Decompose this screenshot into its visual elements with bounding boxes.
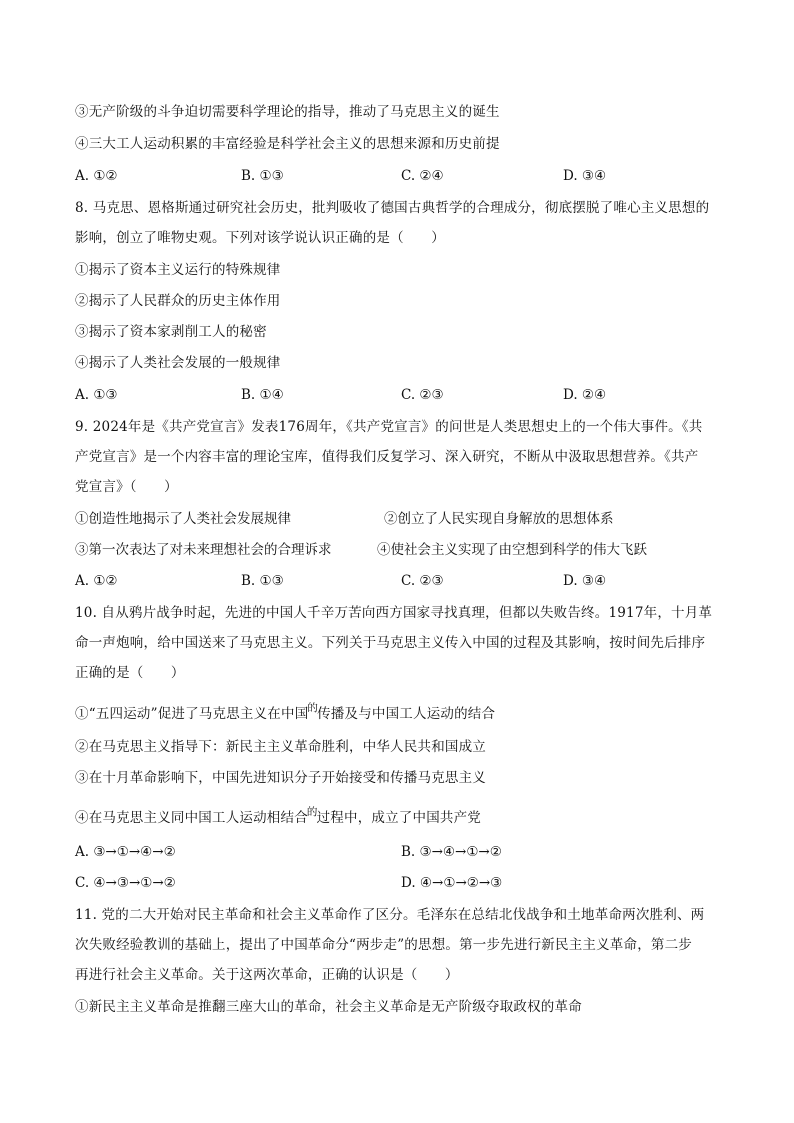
q10-item-4-text-a: ④在马克思主义同中国工人运动相结合 xyxy=(75,810,308,826)
q8-stem-line-2: 影响，创立了唯物史观。下列对该学说认识正确的是（ ） xyxy=(75,230,445,246)
q9-option-d[interactable]: D. ③④ xyxy=(563,573,607,589)
q8-stem-line-1: 8. 马克思、恩格斯通过研究社会历史，批判吸收了德国古典哲学的合理成分，彻底摆脱了唯心主义思想的 xyxy=(75,200,710,216)
q8-options xyxy=(75,385,735,405)
q10-item-1-text-b: 传播及与中国工人运动的结合 xyxy=(317,706,496,722)
q10-item-3: ③在十月革命影响下，中国先进知识分子开始接受和传播马克思主义 xyxy=(75,770,486,786)
q7-options xyxy=(75,166,735,186)
q11-stem-line-3: 再进行社会主义革命。关于这两次革命，正确的认识是（ ） xyxy=(75,967,459,983)
q7-option-b[interactable]: B. ①③ xyxy=(241,168,284,184)
q10-option-c[interactable]: C. ④→③→①→② xyxy=(75,875,176,891)
q8-option-c[interactable]: C. ②③ xyxy=(401,387,444,403)
q8-option-a[interactable]: A. ①③ xyxy=(75,387,118,403)
q10-stem-line-1: 10. 自从鸦片战争时起，先进的中国人千辛万苦向西方国家寻找真理，但都以失败告终。1917年，十月革 xyxy=(75,605,713,621)
q9-item-4: ④使社会主义实现了由空想到科学的伟大飞跃 xyxy=(377,542,647,558)
q9-option-b[interactable]: B. ①③ xyxy=(241,573,284,589)
q9-options xyxy=(75,571,735,591)
q9-item-1: ①创造性地揭示了人类社会发展规律 xyxy=(75,511,291,527)
q11-item-1: ①新民主主义革命是推翻三座大山的革命，社会主义革命是无产阶级夺取政权的革命 xyxy=(75,999,582,1015)
q8-item-2: ②揭示了人民群众的历史主体作用 xyxy=(75,293,281,309)
q10-item-2: ②在马克思主义指导下：新民主主义革命胜利，中华人民共和国成立 xyxy=(75,739,486,755)
q10-option-a[interactable]: A. ③→①→④→② xyxy=(75,844,176,860)
q10-item-4 xyxy=(75,808,481,829)
q10-option-b[interactable]: B. ③→④→①→② xyxy=(401,844,502,860)
q11-stem-line-1: 11. 党的二大开始对民主革命和社会主义革命作了区分。毛泽东在总结北伐战争和土地革命两次胜利、两 xyxy=(75,907,705,923)
q8-option-d[interactable]: D. ②④ xyxy=(563,387,607,403)
q7-option-c[interactable]: C. ②④ xyxy=(401,168,444,184)
q10-item-1 xyxy=(75,704,495,725)
q10-options-row-2 xyxy=(75,873,735,893)
q8-option-b[interactable]: B. ①④ xyxy=(241,387,284,403)
q7-item-4: ④三大工人运动积累的丰富经验是科学社会主义的思想来源和历史前提 xyxy=(75,136,500,152)
q10-options-row-1 xyxy=(75,842,735,862)
q8-item-3: ③揭示了资本家剥削工人的秘密 xyxy=(75,324,267,340)
q7-item-3: ③无产阶级的斗争迫切需要科学理论的指导，推动了马克思主义的诞生 xyxy=(75,104,500,120)
q9-stem-line-1: 9. 2024年是《共产党宣言》发表176周年，《共产党宣言》的问世是人类思想史上的一个伟大事件。《共 xyxy=(75,419,703,435)
q9-stem-line-3: 党宣言》（ ） xyxy=(75,479,178,495)
q7-option-d[interactable]: D. ③④ xyxy=(563,168,607,184)
q9-items-row-2 xyxy=(75,540,735,560)
q11-stem-line-2: 次失败经验教训的基础上，提出了中国革命分“两步走”的思想。第一步先进行新民主主义革命，第二步 xyxy=(75,937,693,953)
q9-items-row-1 xyxy=(75,509,735,529)
q9-item-2: ②创立了人民实现自身解放的思想体系 xyxy=(384,511,614,527)
q9-item-3: ③第一次表达了对未来理想社会的合理诉求 xyxy=(75,542,332,558)
q10-item-1-text-a: ①“五四运动”促进了马克思主义在中国 xyxy=(75,706,309,722)
q8-item-1: ①揭示了资本主义运行的特殊规律 xyxy=(75,262,281,278)
q9-option-a[interactable]: A. ①② xyxy=(75,573,118,589)
q10-item-4-mark: 的 xyxy=(306,806,318,818)
q8-item-4: ④揭示了人类社会发展的一般规律 xyxy=(75,355,281,371)
q9-option-c[interactable]: C. ②③ xyxy=(401,573,444,589)
q7-option-a[interactable]: A. ①② xyxy=(75,168,118,184)
q10-item-4-text-b: 过程中，成立了中国共产党 xyxy=(316,810,482,826)
q10-option-d[interactable]: D. ④→①→②→③ xyxy=(401,875,503,891)
q9-stem-line-2: 产党宣言》是一个内容丰富的理论宝库，值得我们反复学习、深入研究，不断从中汲取思想营养。《共产 xyxy=(75,449,699,465)
q10-stem-line-3: 正确的是（ ） xyxy=(75,665,185,681)
q10-stem-line-2: 命一声炮响，给中国送来了马克思主义。下列关于马克思主义传入中国的过程及其影响，按时间先后排序 xyxy=(75,635,706,651)
q10-item-1-mark: 的 xyxy=(307,702,319,714)
